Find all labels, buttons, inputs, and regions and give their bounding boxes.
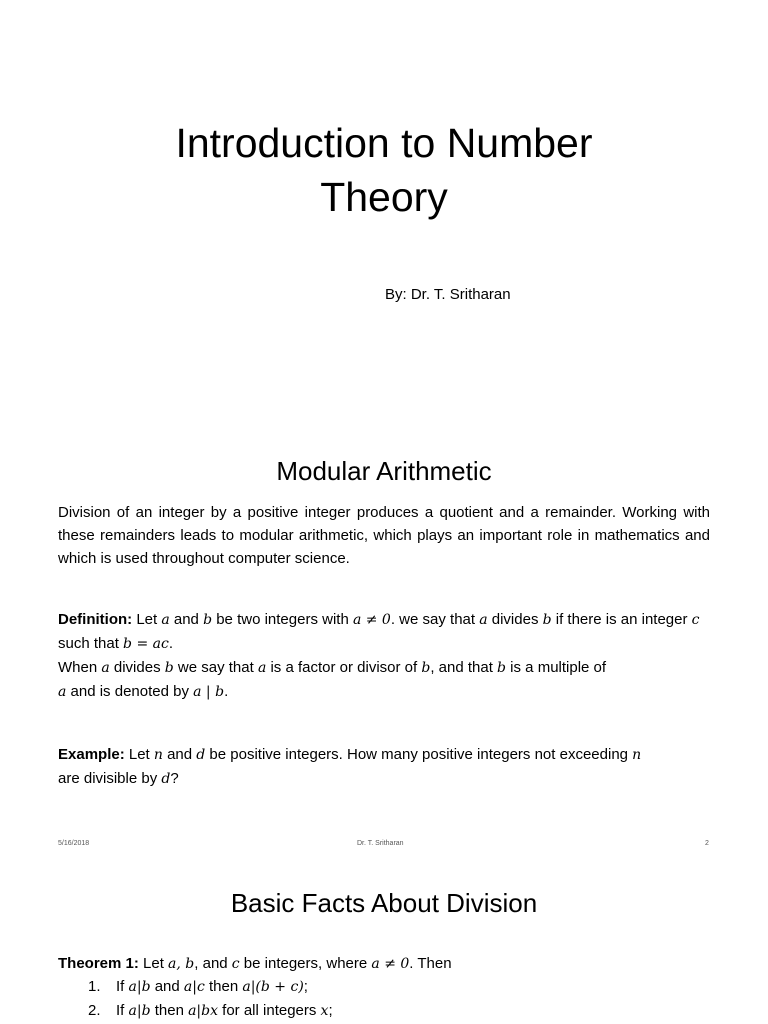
text: divides: [487, 611, 543, 628]
text: ;: [303, 978, 308, 995]
math: a|b: [128, 979, 151, 995]
text: Let: [132, 611, 162, 628]
text: for all integers: [218, 1002, 321, 1019]
text: then: [204, 978, 243, 995]
footer-page-number: 2: [705, 840, 709, 847]
text: , and: [194, 955, 232, 972]
slide-title: Basic Facts About Division: [230, 888, 538, 918]
math-c: c: [231, 956, 240, 972]
math-equation: b = ac: [123, 636, 169, 652]
math: a|(b + c): [242, 979, 304, 995]
math-vars: a, b: [168, 956, 195, 972]
math-c: c: [691, 612, 700, 628]
text: if there is an integer: [551, 611, 692, 628]
example-paragraph: [58, 743, 658, 791]
math-condition: a ≠ 0: [352, 612, 391, 628]
text: be integers, where: [239, 955, 372, 972]
modular-arithmetic-slide: [0, 430, 768, 860]
math-n: n: [632, 747, 642, 763]
theorem-label: Theorem 1:: [58, 955, 139, 972]
list-item: [88, 975, 333, 999]
math-a: a: [101, 660, 110, 676]
text: we say that: [173, 659, 258, 676]
definition-label: Definition:: [58, 611, 133, 628]
text: is a multiple of: [506, 659, 607, 676]
text: and: [169, 611, 204, 628]
text: If: [116, 978, 129, 995]
presentation-title: [0, 116, 768, 224]
text: Let: [138, 955, 169, 972]
footer-date: 5/16/2018: [58, 840, 90, 847]
text: .: [224, 683, 229, 700]
title-slide: [0, 0, 768, 430]
text: Let: [124, 746, 154, 763]
math: a|bx: [188, 1003, 218, 1019]
text: If: [116, 1002, 129, 1019]
title-line-1: Introduction to Number: [175, 120, 593, 166]
definition-paragraph: [58, 608, 710, 704]
text: ?: [170, 770, 179, 787]
theorem-parts-list: [88, 975, 333, 1023]
math-d: d: [161, 771, 171, 787]
math: a|c: [183, 979, 205, 995]
text: are divisible by: [58, 770, 162, 787]
math-a: a: [257, 660, 267, 676]
item-number: 2.: [88, 1002, 101, 1019]
math-a: a: [58, 684, 67, 700]
math-b: b: [203, 612, 213, 628]
title-line-2: Theory: [320, 174, 448, 220]
text: be positive integers. How many positive integers not exceeding: [205, 746, 633, 763]
text: divides: [109, 659, 165, 676]
text: be two integers with: [212, 611, 353, 628]
math: a|b: [128, 1003, 151, 1019]
math-d: d: [196, 747, 206, 763]
text: and: [162, 746, 197, 763]
text: is a factor or divisor of: [266, 659, 422, 676]
example-label: Example:: [58, 746, 125, 763]
author-byline: By: Dr. T. Sritharan: [385, 286, 511, 303]
intro-paragraph: Division of an integer by a positive integer produces a quotient and a remainder. Working with these remainders leads to modular arithmetic, which plays an important role in mathematics and which is used throughout computer science.: [58, 504, 710, 567]
math-b: b: [164, 660, 174, 676]
text: , and that: [430, 659, 498, 676]
theorem-statement: [58, 952, 710, 976]
text: ;: [328, 1002, 333, 1019]
math-b: b: [497, 660, 507, 676]
list-item: [88, 999, 333, 1023]
text: such that: [58, 635, 124, 652]
text: then: [150, 1002, 189, 1019]
math-a: a: [479, 612, 488, 628]
text: . Then: [409, 955, 452, 972]
math-notation: a | b: [193, 684, 225, 700]
slide-title: Modular Arithmetic: [276, 456, 492, 486]
footer-author: Dr. T. Sritharan: [357, 840, 404, 847]
math-b: b: [421, 660, 431, 676]
item-number: 1.: [88, 978, 101, 995]
text: and is denoted by: [66, 683, 194, 700]
text: . we say that: [390, 611, 480, 628]
text: When: [58, 659, 102, 676]
text: and: [150, 978, 184, 995]
math-n: n: [153, 747, 163, 763]
math-a: a: [161, 612, 170, 628]
division-facts-slide: [0, 860, 768, 1024]
text: .: [168, 635, 173, 652]
math: x: [320, 1003, 329, 1019]
math-b: b: [542, 612, 552, 628]
math-condition: a ≠ 0: [371, 956, 410, 972]
